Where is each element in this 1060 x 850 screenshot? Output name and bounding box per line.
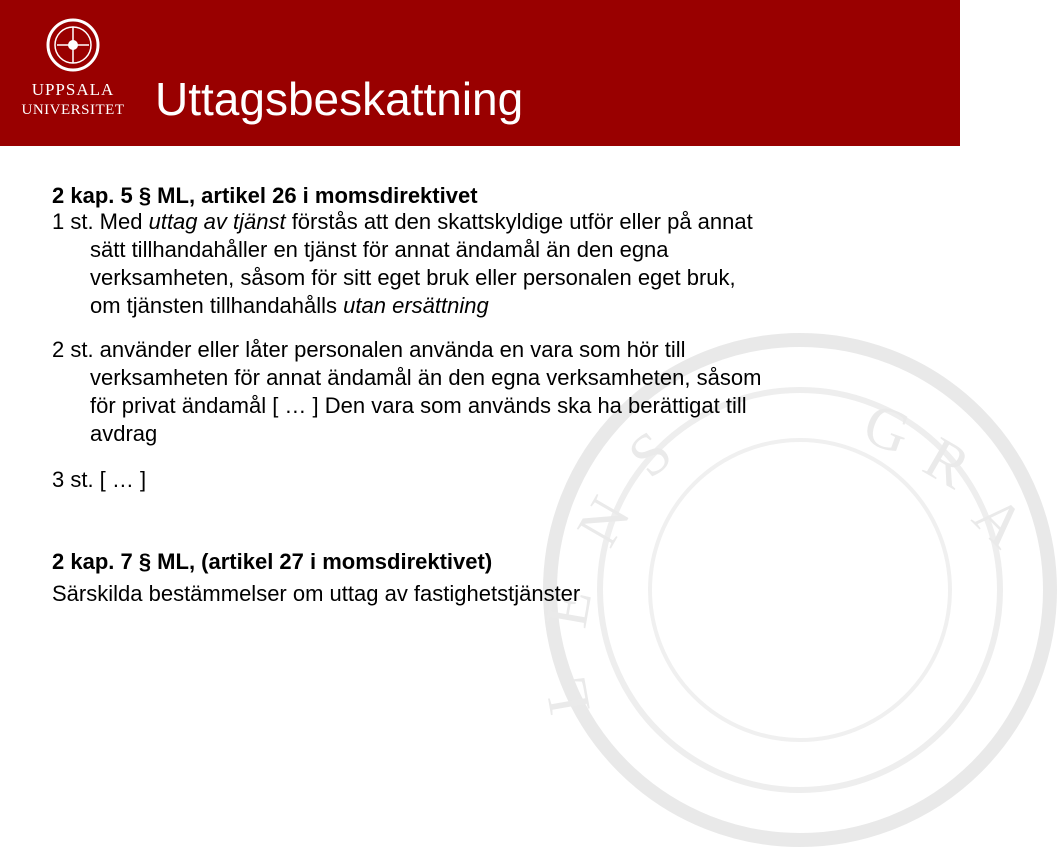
svg-text:S: S — [615, 417, 684, 490]
svg-text:E: E — [532, 584, 605, 633]
text-1st-rest: förstås att den skattskyldige utför eller på annat — [285, 209, 753, 234]
slide-header — [0, 0, 960, 146]
paragraph-1st — [52, 208, 932, 320]
paragraph-3st: 3 st. [ … ] — [52, 467, 147, 492]
text-uttag-av-tjanst: uttag av tjänst — [148, 209, 286, 234]
slide-title: Uttagsbeskattning — [155, 73, 524, 125]
text-utan-ersattning: utan ersättning — [343, 293, 489, 318]
text-1st-line4: om tjänsten tillhandahålls — [90, 293, 344, 318]
text-2st-line3: för privat ändamål [ … ] Den vara som används ska ha berättigat till — [90, 393, 747, 418]
uppsala-university-logo — [12, 12, 134, 134]
text-2st-line2: verksamheten för annat ändamål än den egna verksamheten, såsom — [90, 365, 762, 390]
svg-text:G: G — [855, 390, 919, 468]
paragraph-2st — [52, 336, 932, 448]
text-2st-line4: avdrag — [90, 421, 158, 446]
logo-text-universitet: UNIVERSITET — [21, 102, 125, 118]
section-heading-uttag-tjanst: 2 kap. 5 § ML, artikel 26 i momsdirektivet — [52, 183, 478, 208]
logo-text-uppsala: UPPSALA — [31, 80, 115, 99]
svg-text:L: L — [531, 671, 603, 720]
svg-text:A: A — [960, 482, 1039, 560]
text-sarskilda-bestammelser: Särskilda bestämmelser om uttag av fastighetstjänster — [52, 581, 581, 606]
svg-text:N: N — [564, 485, 643, 557]
university-seal-icon — [46, 16, 100, 74]
section-heading-fastighetstjanster: 2 kap. 7 § ML, (artikel 27 i momsdirektivet) — [52, 549, 493, 574]
svg-text:R: R — [913, 424, 982, 502]
text-1st-line2: sätt tillhandahåller en tjänst för annat ändamål än den egna — [90, 237, 669, 262]
text-1st-prefix: 1 st. Med — [52, 209, 149, 234]
text-1st-line3: verksamheten, såsom för sitt eget bruk eller personalen eget bruk, — [90, 265, 736, 290]
text-2st-line1: 2 st. använder eller låter personalen använda en vara som hör till — [52, 337, 686, 362]
